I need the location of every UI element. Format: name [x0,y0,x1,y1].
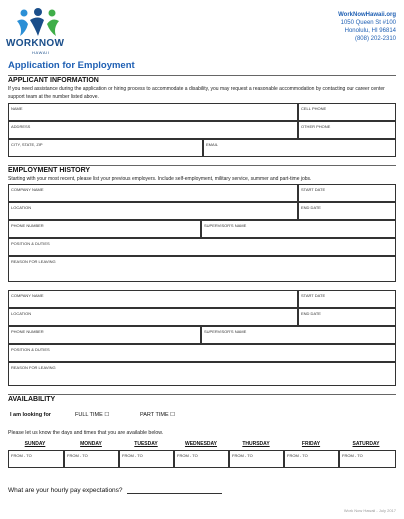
start-date-field[interactable] [298,184,396,202]
supervisor-name-field[interactable] [201,326,396,344]
applicant-note: If you need assistance during the application or hiring process to accommodate a disability, you may request a reasonable accommodation by contacting our career center support team at the number listed above. [8,86,385,100]
days-note: Please let us know the days and times that you are available below. [8,430,164,436]
end-date-field[interactable] [298,202,396,220]
field-label: LOCATION [11,205,32,210]
footer-note: Work Now Hawaii - July 2017 [343,508,396,513]
logo-subtitle: HAWAII [32,50,50,55]
pay-expectation-input[interactable] [127,486,222,494]
logo-word: WORKNOW [6,38,65,49]
section-divider [8,165,396,166]
field-label: SUPERVISOR'S NAME [204,329,247,334]
position-duties-field[interactable] [8,238,396,256]
field-label: FROM - TO [177,453,198,458]
monday-hours-field[interactable] [64,450,119,468]
day-sunday: SUNDAY [24,441,46,447]
full-time-checkbox[interactable]: FULL TIME ☐ [75,412,110,418]
cell-phone-field[interactable] [298,103,396,121]
section-divider [8,394,396,395]
other-phone-field[interactable] [298,121,396,139]
thursday-hours-field[interactable] [229,450,284,468]
day-saturday: SATURDAY [352,441,380,447]
name-field[interactable] [8,103,298,121]
field-label: CITY, STATE, ZIP [11,142,43,147]
field-label: COMPANY NAME [11,187,44,192]
people-icon [14,8,62,38]
field-label: OTHER PHONE [301,124,331,129]
phone-number-field[interactable] [8,220,201,238]
part-time-checkbox[interactable]: PART TIME ☐ [140,412,176,418]
day-tuesday: TUESDAY [134,441,158,447]
position-duties-field[interactable] [8,344,396,362]
applicant-heading: APPLICANT INFORMATION [8,77,99,84]
field-label: FROM - TO [232,453,253,458]
contact-block [338,11,396,43]
friday-hours-field[interactable] [284,450,339,468]
company-name-field[interactable] [8,184,298,202]
field-label: START DATE [301,187,326,192]
field-label: REASON FOR LEAVING [11,365,56,370]
pay-expectation [8,486,222,494]
location-field[interactable] [8,308,298,326]
section-divider [8,75,396,76]
pay-question: What are your hourly pay expectations? [8,487,123,494]
availability-heading: AVAILABILITY [8,396,56,403]
sunday-hours-field[interactable] [8,450,64,468]
employment-heading: EMPLOYMENT HISTORY [8,167,91,174]
contact-street: 1050 Queen St #100 [340,20,396,26]
city-state-zip-field[interactable] [8,139,203,157]
field-label: FROM - TO [11,453,32,458]
email-field[interactable] [203,139,396,157]
day-friday: FRIDAY [301,441,321,447]
day-monday: MONDAY [80,441,102,447]
wednesday-hours-field[interactable] [174,450,229,468]
company-name-field[interactable] [8,290,298,308]
end-date-field[interactable] [298,308,396,326]
day-wednesday: WEDNESDAY [184,441,218,447]
looking-for-label: I am looking for [10,412,51,418]
contact-city: Honolulu, HI 96814 [344,28,396,34]
address-field[interactable] [8,121,298,139]
field-label: ADDRESS [11,124,31,129]
field-label: NAME [11,106,23,111]
field-label: REASON FOR LEAVING [11,259,56,264]
saturday-hours-field[interactable] [339,450,396,468]
logo [6,8,76,56]
employment-note: Starting with your most recent, please list your previous employers. Include self-employment, military service, summer and part-time jobs. [8,176,312,182]
reason-for-leaving-field[interactable] [8,362,396,386]
field-label: LOCATION [11,311,32,316]
field-label: CELL PHONE [301,106,327,111]
field-label: POSITION & DUTIES [11,347,50,352]
field-label: END DATE [301,311,321,316]
field-label: FROM - TO [67,453,88,458]
supervisor-name-field[interactable] [201,220,396,238]
field-label: COMPANY NAME [11,293,44,298]
field-label: SUPERVISOR'S NAME [204,223,247,228]
field-label: PHONE NUMBER [11,329,44,334]
field-label: START DATE [301,293,326,298]
phone-number-field[interactable] [8,326,201,344]
contact-website[interactable]: WorkNowHawaii.org [338,12,396,18]
field-label: END DATE [301,205,321,210]
field-label: EMAIL [206,142,219,147]
start-date-field[interactable] [298,290,396,308]
field-label: FROM - TO [122,453,143,458]
reason-for-leaving-field[interactable] [8,256,396,282]
contact-phone: (808) 202-2310 [354,36,396,42]
location-field[interactable] [8,202,298,220]
page-title: Application for Employment [8,60,135,71]
day-thursday: THURSDAY [242,441,270,447]
field-label: PHONE NUMBER [11,223,44,228]
field-label: FROM - TO [342,453,363,458]
field-label: FROM - TO [287,453,308,458]
tuesday-hours-field[interactable] [119,450,174,468]
field-label: POSITION & DUTIES [11,241,50,246]
